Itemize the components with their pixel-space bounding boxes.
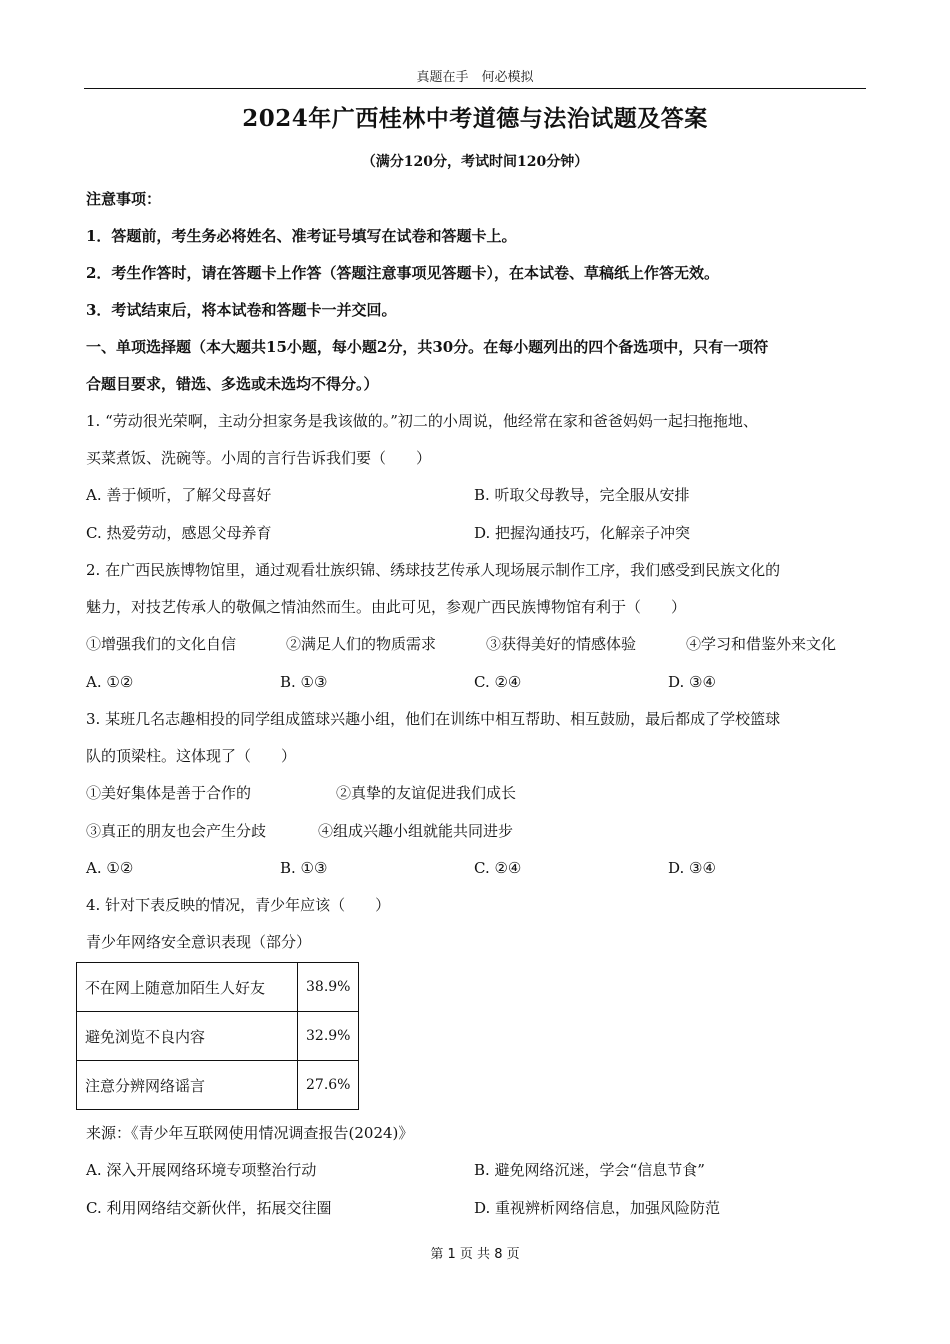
question-2-stem-cont: 魅力，对技艺传承人的敬佩之情油然而生。由此可见，参观广西民族博物馆有利于（ ） <box>86 598 687 616</box>
table-row <box>77 963 359 1012</box>
question-1-option-b: B. 听取父母教导，完全服从安排 <box>474 486 690 504</box>
question-1-option-d: D. 把握沟通技巧，化解亲子冲突 <box>474 524 691 542</box>
question-1-option-a: A. 善于倾听，了解父母喜好 <box>86 486 272 504</box>
table-cell-item: 避免浏览不良内容 <box>77 1012 298 1061</box>
header-divider <box>84 88 866 89</box>
table-row <box>77 1012 359 1061</box>
question-4-stem: 4. 针对下表反映的情况，青少年应该（ ） <box>86 896 391 914</box>
question-3-stem-cont: 队的顶梁柱。这体现了（ ） <box>86 747 297 765</box>
question-2-option-d: D. ③④ <box>668 673 716 691</box>
page-number: 第 1 页 共 8 页 <box>430 1247 520 1262</box>
question-1-stem: 1. “劳动很光荣啊，主动分担家务是我该做的。”初二的小周说，他经常在家和爸爸妈妈一起扫拖拖地、 <box>86 412 758 430</box>
question-1-stem-cont: 买菜煮饭、洗碗等。小周的言行告诉我们要（ ） <box>86 449 432 467</box>
question-2-option-c: C. ②④ <box>474 673 522 691</box>
question-3-statement: ③真正的朋友也会产生分歧 <box>86 822 267 840</box>
question-2-stem: 2. 在广西民族博物馆里，通过观看壮族织锦、绣球技艺传承人现场展示制作工序，我们感受到民族文化的 <box>86 561 781 579</box>
table-caption: 青少年网络安全意识表现（部分） <box>86 933 312 951</box>
table-cell-percent: 38.9% <box>298 963 359 1012</box>
question-3-statement: ②真挚的友谊促进我们成长 <box>336 784 517 802</box>
page-subtitle: （满分120分，考试时间120分钟） <box>361 154 589 170</box>
table-cell-item: 不在网上随意加陌生人好友 <box>77 963 298 1012</box>
question-4-option-a: A. 深入开展网络环境专项整治行动 <box>86 1161 317 1179</box>
notice-heading: 注意事项： <box>86 190 162 208</box>
question-3-stem: 3. 某班几名志趣相投的同学组成篮球兴趣小组，他们在训练中相互帮助、相互鼓励，最后都成了学校篮球 <box>86 710 781 728</box>
question-3-option-c: C. ②④ <box>474 859 522 877</box>
question-2-statement: ④学习和借鉴外来文化 <box>686 635 837 653</box>
question-3-statement: ①美好集体是善于合作的 <box>86 784 252 802</box>
survey-table <box>76 962 359 1110</box>
question-1-option-c: C. 热爱劳动，感恩父母养育 <box>86 524 272 542</box>
question-3-option-a: A. ①② <box>86 859 134 877</box>
section-heading: 一、单项选择题（本大题共15小题，每小题2分，共30分。在每小题列出的四个备选项中，只有一项符 <box>86 338 769 356</box>
table-cell-item: 注意分辨网络谣言 <box>77 1061 298 1110</box>
question-3-option-d: D. ③④ <box>668 859 716 877</box>
question-4-option-b: B. 避免网络沉迷，学会“信息节食” <box>474 1161 705 1179</box>
notice-item: 1．答题前，考生务必将姓名、准考证号填写在试卷和答题卡上。 <box>86 227 517 245</box>
page-header: 真题在手 何必模拟 <box>416 70 534 85</box>
section-heading-cont: 合题目要求，错选、多选或未选均不得分。） <box>86 375 379 393</box>
table-row <box>77 1061 359 1110</box>
question-4-option-d: D. 重视辨析网络信息，加强风险防范 <box>474 1199 721 1217</box>
page-title: 2024年广西桂林中考道德与法治试题及答案 <box>242 105 708 132</box>
notice-item: 2．考生作答时，请在答题卡上作答（答题注意事项见答题卡），在本试卷、草稿纸上作答无效。 <box>86 264 719 282</box>
table-source: 来源：《青少年互联网使用情况调查报告(2024)》 <box>86 1124 414 1142</box>
question-4-option-c: C. 利用网络结交新伙伴，拓展交往圈 <box>86 1199 332 1217</box>
question-2-option-a: A. ①② <box>86 673 134 691</box>
table-cell-percent: 32.9% <box>298 1012 359 1061</box>
question-3-statement: ④组成兴趣小组就能共同进步 <box>318 822 514 840</box>
question-2-option-b: B. ①③ <box>280 673 328 691</box>
notice-item: 3．考试结束后，将本试卷和答题卡一并交回。 <box>86 301 397 319</box>
question-2-statement: ②满足人们的物质需求 <box>286 635 437 653</box>
question-2-statement: ①增强我们的文化自信 <box>86 635 237 653</box>
table-cell-percent: 27.6% <box>298 1061 359 1110</box>
question-3-option-b: B. ①③ <box>280 859 328 877</box>
question-2-statement: ③获得美好的情感体验 <box>486 635 637 653</box>
